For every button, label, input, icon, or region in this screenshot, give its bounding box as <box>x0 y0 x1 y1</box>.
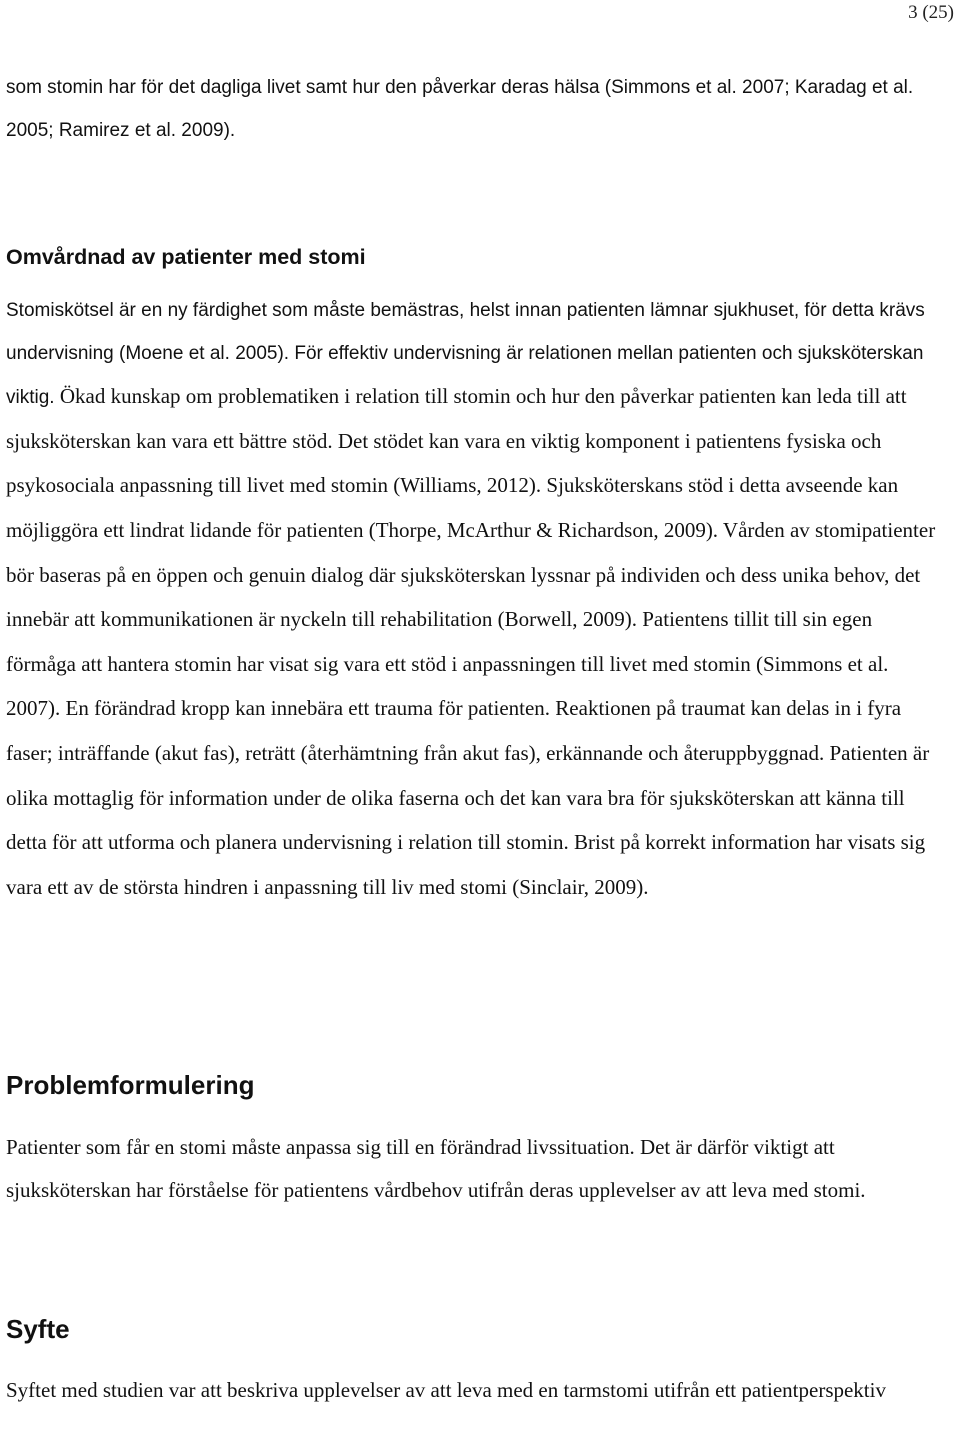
problemformulering-paragraph: Patienter som får en stomi måste anpassa sig till en förändrad livssituation. Det är därför viktigt att sjuksköterskan har förståelse för patientens vårdbehov utifrån deras upplevelser av att leva med stomi. <box>6 1135 866 1202</box>
intro-paragraph: som stomin har för det dagliga livet samt hur den påverkar deras hälsa (Simmons et al. 2007; Karadag et al. 2005; Ramirez et al. 2009). <box>6 77 914 141</box>
page-number: 3 (25) <box>908 2 954 23</box>
syfte-paragraph: Syftet med studien var att beskriva upplevelser av att leva med en tarmstomi utifrån ett patientperspektiv <box>6 1378 886 1402</box>
heading-syfte: Syfte <box>6 1314 70 1344</box>
heading-omvardnad: Omvårdnad av patienter med stomi <box>6 245 366 269</box>
omvardnad-sans-text: Stomiskötsel är en ny färdighet som måste bemästras, helst innan patienten lämnar sjukhuset, för detta krävs undervisning (Moene et al. 2005). För effektiv undervisning är relationen mellan patienten och sjuksköterskan viktig. <box>6 300 925 409</box>
omvardnad-paragraph <box>6 290 946 910</box>
heading-problemformulering: Problemformulering <box>6 1070 255 1100</box>
omvardnad-serif-text: Ökad kunskap om problematiken i relation till stomin och hur den påverkar patienten kan leda till att sjuksköterskan kan vara ett bättre stöd. Det stödet kan vara en viktig komponent i patientens fysiska och psykosociala anpassning till livet med stomin (Williams, 2012). Sjuksköterskans stöd i detta avseende kan möjliggöra ett lindrat lidande för patienten (Thorpe, McArthur & Richardson, 2009). Vården av stomipatienter bör baseras på en öppen och genuin dialog där sjuksköterskan lyssnar på individen och dess unika behov, det innebär att kommunikationen är nyckeln till rehabilitation (Borwell, 2009). Patientens tillit till sin egen förmåga att hantera stomin har visat sig vara ett stöd i anpassningen till livet med stomin (Simmons et al. 2007). En förändrad kropp kan innebära ett trauma för patienten. Reaktionen på traumat kan delas in i fyra faser; inträffande (akut fas), reträtt (återhämtning från akut fas), erkännande och återuppbyggnad. Patienten är olika mottaglig för information under de olika faserna och det kan vara bra för sjuksköterskan att känna till detta för att utforma och planera undervisning i relation till stomin. Brist på korrekt information har visats sig vara ett av de största hindren i anpassning till liv med stomi (Sinclair, 2009). <box>6 384 936 899</box>
